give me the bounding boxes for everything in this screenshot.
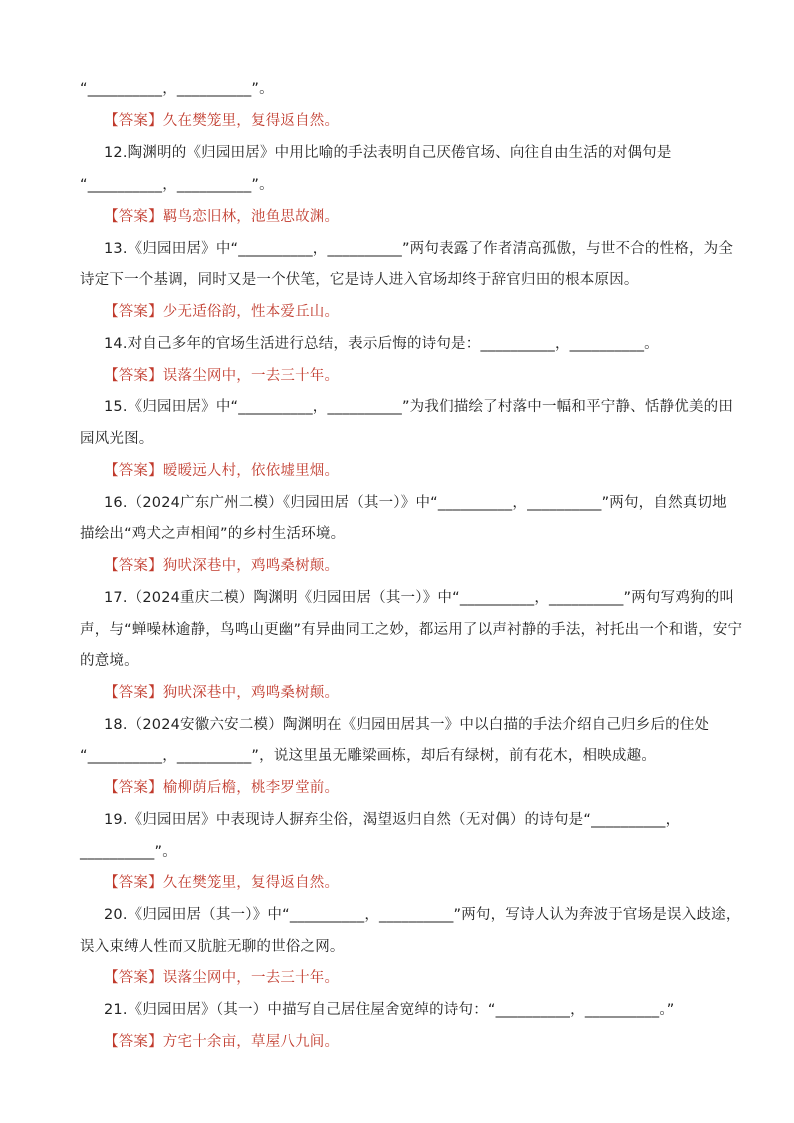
question-17-line2: 声，与“蝉噪林逾静，鸟鸣山更幽”有异曲同工之妙，都运用了以声衬静的手法，衬托出一个和谐，安宁 [80, 622, 743, 638]
question-13-line1: 13.《归园田居》中“__________，__________”两句表露了作者清高孤傲，与世不合的性格，为全 [104, 241, 734, 257]
question-12-line1: 12.陶渊明的《归园田居》中用比喻的手法表明自己厌倦官场、向往自由生活的对偶句是 [104, 145, 672, 161]
question-18-line1: 18.（2024安徽六安二模）陶渊明在《归园田居其一》中以白描的手法介绍自己归乡后的住处 [104, 717, 710, 733]
answer-18: 【答案】榆柳荫后檐，桃李罗堂前。 [104, 780, 340, 796]
question-15-line2: 园风光图。 [80, 431, 154, 447]
question-11-tail: “__________，__________”。 [80, 81, 274, 97]
answer-20: 【答案】误落尘网中，一去三十年。 [104, 970, 340, 986]
question-20-line2: 误入束缚人性而又肮脏无聊的世俗之网。 [80, 939, 345, 955]
question-17-line3: 的意境。 [80, 653, 139, 669]
answer-14: 【答案】误落尘网中，一去三十年。 [104, 368, 340, 384]
question-16-line1: 16.（2024广东广州二模）《归园田居（其一）》中“__________，__________”两句，自然真切地 [104, 495, 727, 511]
question-19-line2: __________”。 [80, 844, 177, 860]
question-15-line1: 15.《归园田居》中“__________，__________”为我们描绘了村落中一幅和平宁静、恬静优美的田 [104, 399, 734, 415]
answer-17: 【答案】狗吠深巷中，鸡鸣桑树颠。 [104, 685, 340, 701]
answer-11: 【答案】久在樊笼里，复得返自然。 [104, 113, 340, 129]
question-20-line1: 20.《归园田居（其一）》中“__________，__________”两句，写诗人认为奔波于官场是误入歧途， [104, 907, 741, 923]
question-13-line2: 诗定下一个基调，同时又是一个伏笔，它是诗人进入官场却终于辞官归田的根本原因。 [80, 272, 639, 288]
question-14: 14.对自己多年的官场生活进行总结，表示后悔的诗句是：__________，__________。 [104, 336, 659, 352]
answer-19: 【答案】久在樊笼里，复得返自然。 [104, 875, 340, 891]
answer-15: 【答案】暧暧远人村，依依墟里烟。 [104, 463, 340, 479]
answer-16: 【答案】狗吠深巷中，鸡鸣桑树颠。 [104, 558, 340, 574]
question-16-line2: 描绘出“鸡犬之声相闻”的乡村生活环境。 [80, 526, 346, 542]
question-17-line1: 17.（2024重庆二模）陶渊明《归园田居（其一）》中“__________，__________”两句写鸡狗的叫 [104, 590, 735, 606]
answer-12: 【答案】羁鸟恋旧林，池鱼思故渊。 [104, 209, 340, 225]
question-21: 21.《归园田居》（其一）中描写自己居住屋舍宽绰的诗句：“__________，__________。” [104, 1002, 675, 1018]
question-12-line2: “__________，__________”。 [80, 177, 274, 193]
question-19-line1: 19.《归园田居》中表现诗人摒弃尘俗，渴望返归自然（无对偶）的诗句是“__________， [104, 812, 681, 828]
question-18-line2: “__________，__________”，说这里虽无雕梁画栋，却后有绿树，前有花木，相映成趣。 [80, 748, 657, 764]
answer-13: 【答案】少无适俗韵，性本爱丘山。 [104, 304, 340, 320]
answer-21: 【答案】方宅十余亩，草屋八九间。 [104, 1034, 340, 1050]
